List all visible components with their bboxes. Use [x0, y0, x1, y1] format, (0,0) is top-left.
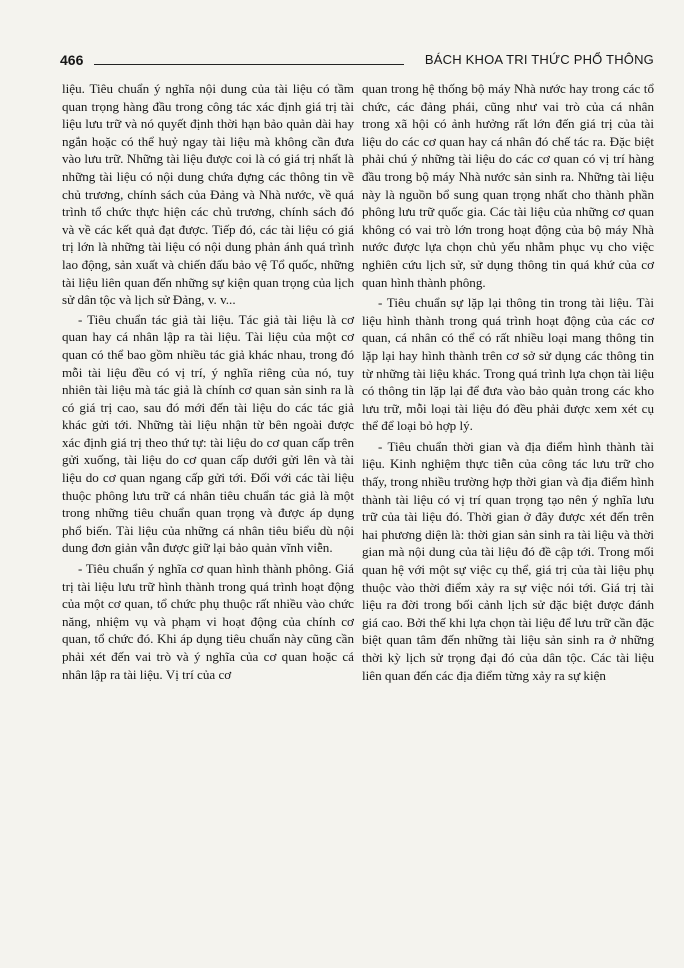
left-column	[62, 80, 354, 683]
page-number: 466	[60, 52, 84, 68]
running-title: BÁCH KHOA TRI THỨC PHỔ THÔNG	[424, 52, 654, 67]
paragraph: - Tiêu chuẩn thời gian và địa điểm hình thành tài liệu. Kinh nghiệm thực tiễn của công tác lưu trữ cho thấy, trong nhiều trường hợp thời gian và địa điểm hình thành tài liệu có vị trí quan trọng tạo nên ý nghĩa lưu trữ của tài liệu đó. Thời gian ở đây được xét đến trên hai phương diện là: thời gian sản sinh ra tài liệu và thời gian mà nội dung của tài liệu đó đề cập tới. Trong mối quan hệ với một sự việc cụ thể, giá trị của tài liệu phụ thuộc vào thời điểm xảy ra sự việc nói tới. Giá trị tài liệu ra đời trong bối cảnh lịch sử đặc biệt được đánh giá cao. Bởi thế khi lựa chọn tài liệu để lưu trữ cần đặc biệt quan tâm đến những tài liệu sản sinh ra ở những thời kỳ lịch sử trọng đại đó của dân tộc. Các tài liệu liên quan đến các địa điểm từng xảy ra sự kiện	[362, 438, 654, 683]
paragraph: liệu. Tiêu chuẩn ý nghĩa nội dung của tài liệu có tầm quan trọng hàng đầu trong công tác xác định giá trị tài liệu lưu trữ và nó quyết định thời hạn bảo quản dài hay ngắn hoặc có thể huỷ ngay tài liệu mà không cần đưa vào lưu trữ. Những tài liệu được coi là có giá trị nhất là những tài liệu có nội dung chứa đựng các thông tin về chủ trương, chính sách của Đảng và Nhà nước, về quá trình tổ chức thực hiện các chủ trương, chính sách đó và về các kết quả đạt được. Tiếp đó, các tài liệu có giá trị lớn là những tài liệu có nội dung phản ánh quá trình lao động, sản xuất và chiến đấu bảo vệ Tổ quốc, những tài liệu liên quan đến những sự kiện quan trọng của lịch sử dân tộc và lịch sử Đảng, v. v...	[62, 81, 354, 308]
paragraph: - Tiêu chuẩn tác giả tài liệu. Tác giả tài liệu là cơ quan hay cá nhân lập ra tài liệu. Tài liệu của một cơ quan có thể bao gồm nhiều tác giả khác nhau, trong đó mỗi tài liệu đều có vị trí, ý nghĩa riêng của nó, tuy nhiên tài liệu mà tác giả là chính cơ quan sản sinh ra là có giá trị cao, sau đó mới đến tài liệu do các tác giả khác gửi tới. Những tài liệu nhận từ bên ngoài được xác định giá trị theo thứ tự: tài liệu do cơ quan cấp trên gửi xuống, tài liệu do cơ quan cấp dưới gửi lên và tài liệu do cơ quan ngang cấp gửi tới. Đối với các tài liệu thuộc phông lưu trữ cá nhân tiêu chuẩn tác giả là một trong những tiêu chuẩn quan trọng và được áp dụng phổ biến. Tài liệu của những cá nhân tiêu biểu dù nội dung đơn giản vẫn được giữ lại bảo quản vĩnh viễn.	[62, 311, 354, 556]
paragraph: - Tiêu chuẩn sự lặp lại thông tin trong tài liệu. Tài liệu hình thành trong quá trình hoạt động của các cơ quan, cá nhân có thể có rất nhiều loại mang thông tin lặp lại hay hình thành trên cơ sở sử dụng các thông tin từ những tài liệu khác. Trong quá trình lựa chọn tài liệu có thông tin lặp lại để đưa vào bảo quản trong các kho lưu trữ, mỗi loại tài liệu đó đều phải được xem xét cụ thể để loại bỏ hợp lý.	[362, 295, 654, 434]
header-rule	[94, 64, 404, 65]
right-column	[362, 80, 654, 684]
paragraph: quan trong hệ thống bộ máy Nhà nước hay trong các tổ chức, các đảng phái, cũng như vai trò của cá nhân trong xã hội có ảnh hưởng rất lớn đến giá trị của tài liệu do các cơ quan hay cá nhân đó chế tác ra. Đặc biệt phải chú ý những tài liệu do các cơ quan có vị trí hàng đầu trong bộ máy Nhà nước sản sinh ra. Những tài liệu này là nguồn bổ sung quan trọng nhất cho thành phần phông lưu trữ quốc gia. Các tài liệu của những cơ quan không có vai trò lớn trong hoạt động của bộ máy Nhà nước được lựa chọn chủ yếu nhằm phục vụ cho việc nghiên cứu lịch sử, sử dụng thông tin quá khứ của cơ quan hình thành phông.	[362, 81, 654, 290]
page-header	[60, 50, 654, 72]
paragraph: - Tiêu chuẩn ý nghĩa cơ quan hình thành phông. Giá trị tài liệu lưu trữ hình thành trong quá trình hoạt động của một cơ quan, tổ chức phụ thuộc rất nhiều vào chức năng, nhiệm vụ và phạm vi hoạt động của chính cơ quan, tổ chức đó. Khi áp dụng tiêu chuẩn này cũng cần phải xét đến vai trò và ý nghĩa của cơ quan hoặc cá nhân lập ra tài liệu. Vị trí của cơ	[62, 561, 354, 682]
